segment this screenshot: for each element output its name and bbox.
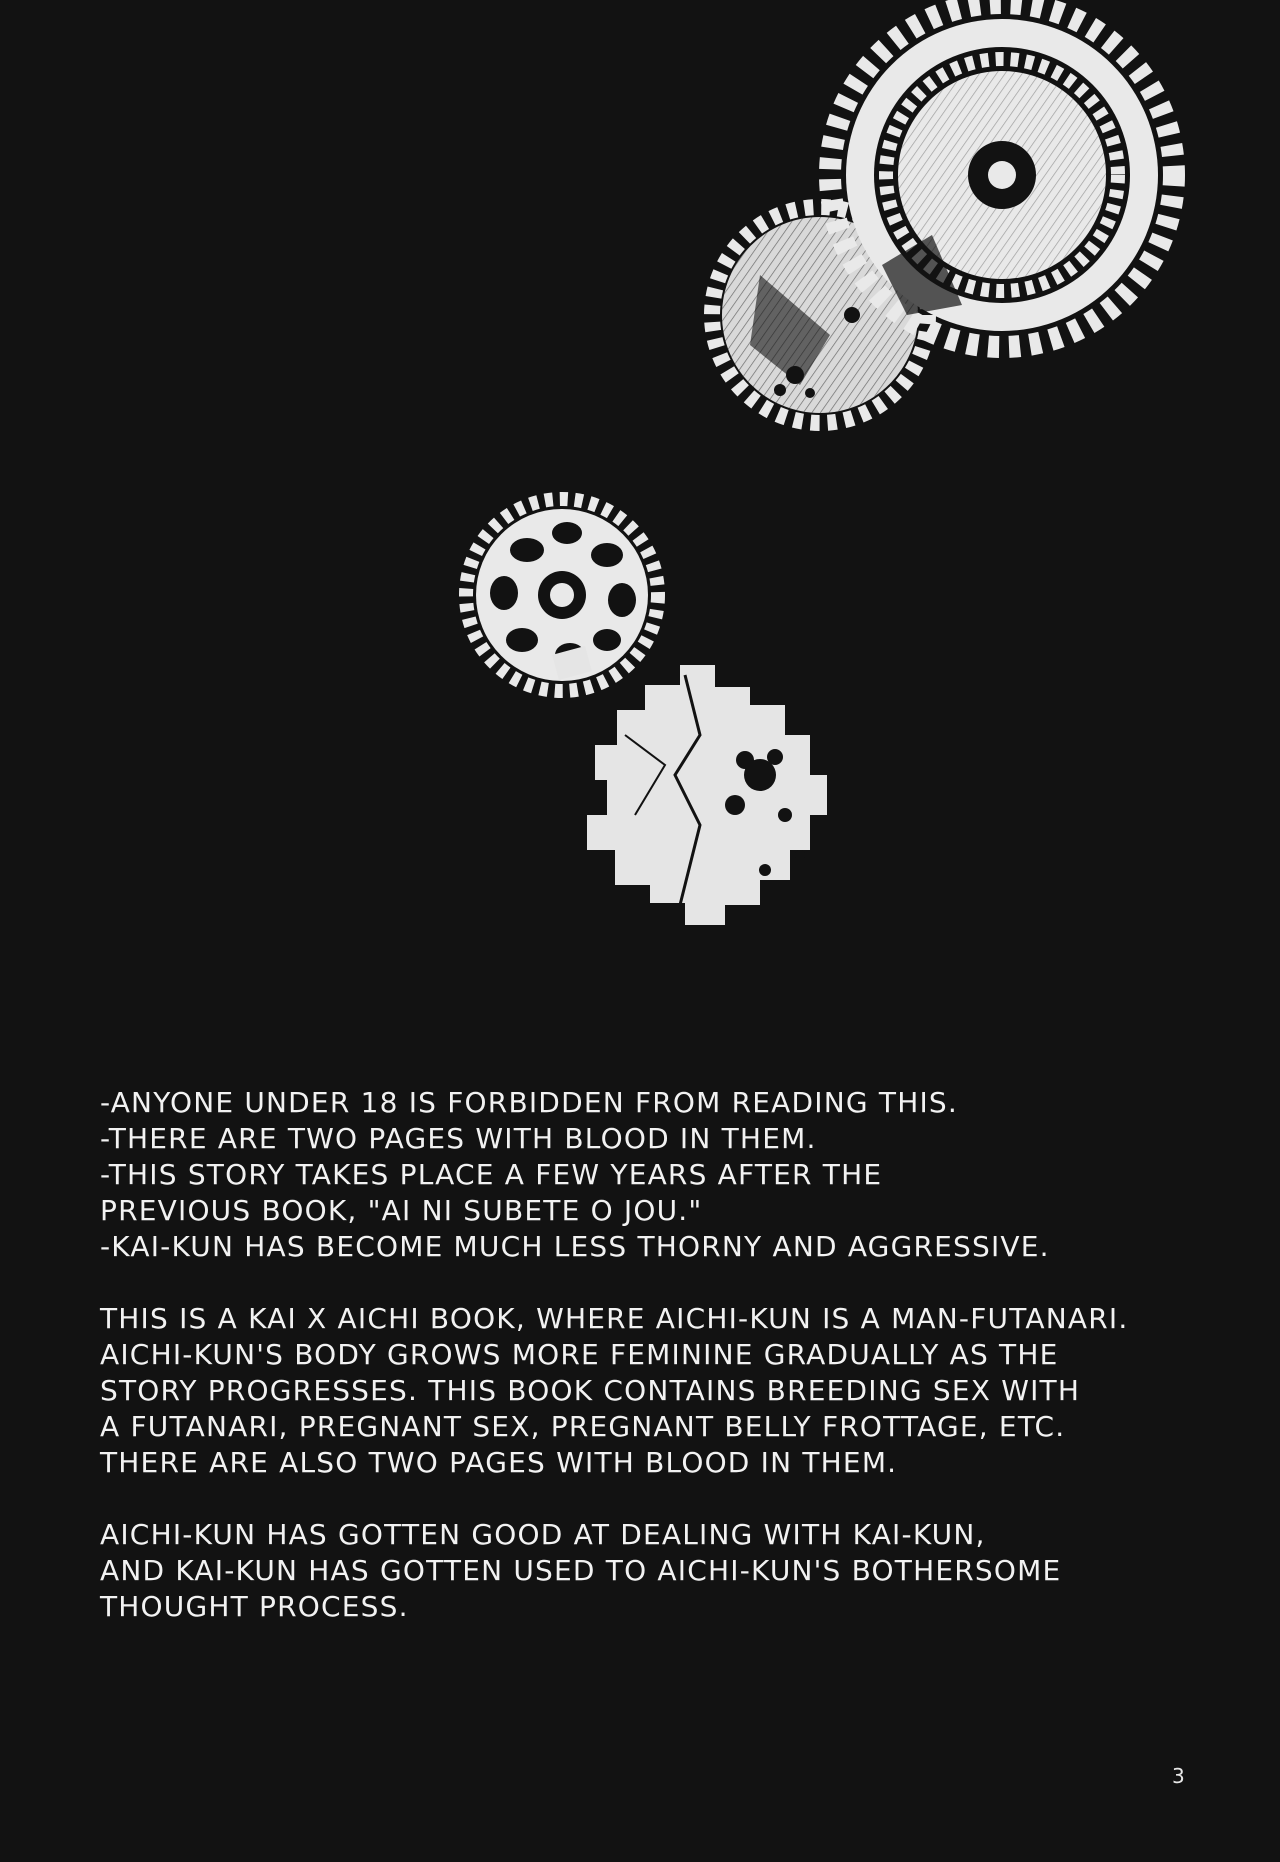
- closing-line: AICHI-KUN HAS GOTTEN GOOD AT DEALING WITH KAI-KUN,: [100, 1518, 986, 1551]
- paragraph-gap: [100, 1481, 1220, 1517]
- description-line: AICHI-KUN'S BODY GROWS MORE FEMININE GRADUALLY AS THE: [100, 1338, 1059, 1371]
- large-gear-icon: [830, 3, 1174, 347]
- description-line: A FUTANARI, PREGNANT SEX, PREGNANT BELLY FROTTAGE, ETC.: [100, 1410, 1066, 1443]
- description-line: STORY PROGRESSES. THIS BOOK CONTAINS BREEDING SEX WITH: [100, 1374, 1081, 1407]
- description-line: THERE ARE ALSO TWO PAGES WITH BLOOD IN THEM.: [100, 1446, 898, 1479]
- warning-line: -THIS STORY TAKES PLACE A FEW YEARS AFTER THE: [100, 1158, 883, 1191]
- broken-gear-icon: [552, 646, 827, 925]
- paragraph-gap: [100, 1265, 1220, 1301]
- description-line: THIS IS A KAI X AICHI BOOK, WHERE AICHI-KUN IS A MAN-FUTANARI.: [100, 1302, 1129, 1335]
- warning-line: -KAI-KUN HAS BECOME MUCH LESS THORNY AND AGGRESSIVE.: [100, 1230, 1050, 1263]
- warning-line: -ANYONE UNDER 18 IS FORBIDDEN FROM READING THIS.: [100, 1086, 958, 1119]
- content-notes: [100, 1085, 1220, 1625]
- warning-line: -THERE ARE TWO PAGES WITH BLOOD IN THEM.: [100, 1122, 817, 1155]
- closing-line: AND KAI-KUN HAS GOTTEN USED TO AICHI-KUN'S BOTHERSOME: [100, 1554, 1062, 1587]
- page-number: 3: [1172, 1764, 1185, 1788]
- warning-line: PREVIOUS BOOK, "AI NI SUBETE O JOU.": [100, 1194, 703, 1227]
- closing-line: THOUGHT PROCESS.: [100, 1590, 409, 1623]
